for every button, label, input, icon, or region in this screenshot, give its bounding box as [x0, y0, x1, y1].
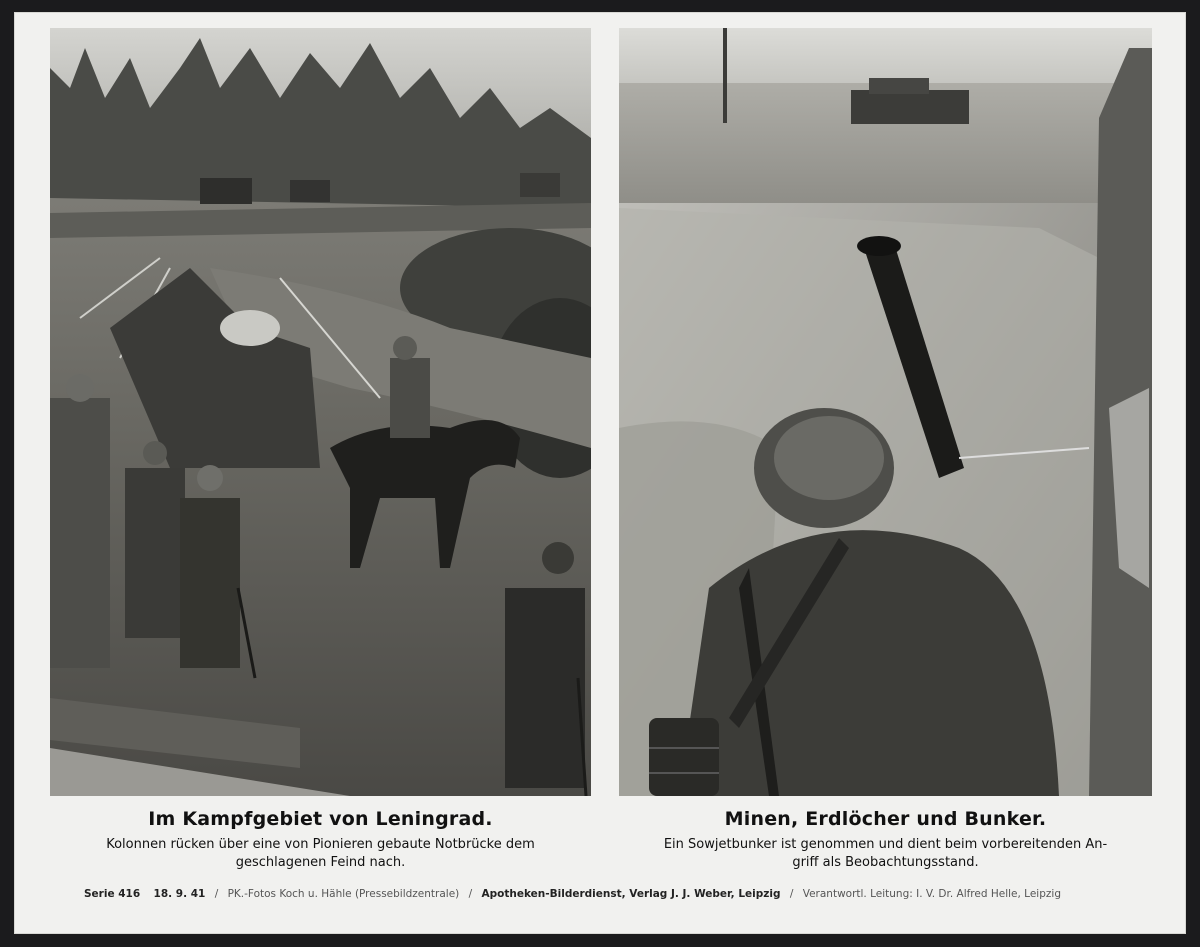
- photo-column-crossing-image: [50, 28, 591, 796]
- caption-right: [619, 808, 1152, 872]
- caption-right-line-2: griff als Beobachtungsstand.: [792, 855, 979, 870]
- caption-right-line-1: Ein Sowjetbunker ist genommen und dient beim vorbereitenden An-: [663, 837, 1108, 852]
- footer-separator: /: [789, 888, 794, 900]
- footer-credits: [84, 888, 1144, 900]
- caption-left-line-1: Kolonnen rücken über eine von Pionieren gebaute Notbrücke dem: [106, 837, 535, 852]
- caption-right-title: Minen, Erdlöcher und Bunker.: [724, 808, 1047, 830]
- footer-separator: /: [214, 888, 219, 900]
- caption-left-line-2: geschlagenen Feind nach.: [235, 855, 406, 870]
- photo-soviet-bunker-image: [619, 28, 1152, 796]
- footer-separator: /: [468, 888, 473, 900]
- print-sheet: [14, 12, 1186, 934]
- responsible-editor: Verantwortl. Leitung: I. V. Dr. Alfred Helle, Leipzig: [802, 888, 1061, 900]
- photo-column-crossing: [50, 28, 591, 796]
- series-number: Serie 416: [84, 888, 141, 900]
- publisher-credit: Apotheken-Bilderdienst, Verlag J. J. Weber, Leipzig: [481, 888, 781, 900]
- caption-left-text: [50, 836, 591, 872]
- caption-left-title: Im Kampfgebiet von Leningrad.: [148, 808, 493, 830]
- caption-right-text: [619, 836, 1152, 872]
- photo-soviet-bunker: [619, 28, 1152, 796]
- caption-left: [50, 808, 591, 872]
- issue-date: 18. 9. 41: [153, 888, 206, 900]
- photo-credit: PK.-Fotos Koch u. Hähle (Pressebildzentrale): [227, 888, 460, 900]
